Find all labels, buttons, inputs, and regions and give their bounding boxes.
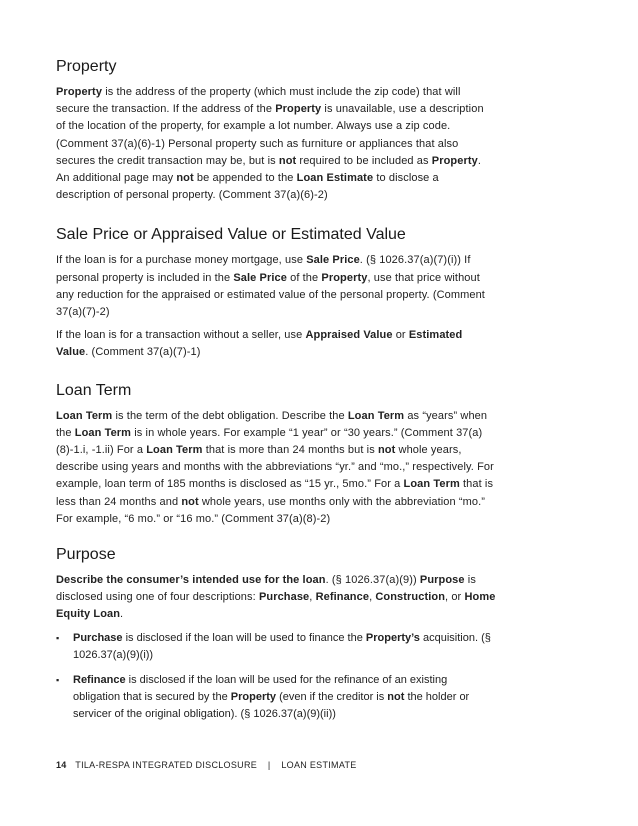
paragraph-loan-term — [56, 408, 496, 528]
heading-sale-price: Sale Price or Appraised Value or Estimated Value — [56, 226, 406, 244]
section-property — [56, 56, 496, 204]
section-purpose — [56, 544, 496, 724]
text: whole years, describe using years and months with the abbreviations “yr.” and “mo.,” respectively. For example, loan term of 185 months is disclosed as “15 yr., 5mo.” For a — [56, 444, 494, 491]
text: , use that price without any reduction for the appraised or estimated value of the personal property. (Comment 37(a)(7)-2) — [56, 271, 485, 319]
term-property: Property — [56, 86, 103, 98]
text: required to be included as — [296, 154, 432, 167]
term-property: Property — [321, 271, 368, 284]
text: that is less than 24 months and — [56, 478, 494, 508]
term-loan-term: Loan Term — [403, 478, 460, 491]
text: the holder or servicer of the original obligation). (§ 1026.37(a)(9)(ii)) — [73, 691, 470, 721]
text: . (Comment 37(a)(7)-1) — [85, 346, 201, 359]
term-loan-term: Loan Term — [146, 444, 203, 457]
term-sale-price: Sale Price — [306, 254, 360, 267]
term-appraised-value: Appraised Value — [305, 329, 393, 342]
document-body — [56, 56, 496, 742]
paragraph-property — [56, 84, 496, 204]
emphasis-not: not — [278, 154, 297, 167]
text: acquisition. (§ 1026.37(a)(9)(i)) — [73, 631, 491, 661]
text: . (§ 1026.37(a)(7)(i)) If personal property is included in the — [56, 254, 471, 284]
emphasis-not: not — [377, 444, 396, 457]
text: If the loan is for a transaction without a seller, use — [56, 329, 306, 342]
section-loan-term — [56, 380, 496, 528]
text: , or — [445, 591, 465, 604]
text: to disclose a description of personal property. (Comment 37(a)(6)-2) — [56, 172, 439, 202]
text: that is more than 24 months but is — [202, 444, 378, 457]
term-sale-price: Sale Price — [233, 271, 287, 284]
term-purpose: Purpose — [419, 574, 465, 587]
text: (even if the creditor is — [276, 691, 388, 704]
term-refinance: Refinance — [73, 674, 126, 687]
text: . An additional page may — [56, 154, 481, 185]
heading-property: Property — [56, 58, 117, 75]
footer-subtitle: LOAN ESTIMATE — [281, 760, 357, 770]
term-home-equity-loan: Home Equity Loan — [56, 591, 496, 621]
text: as “years” when the — [56, 409, 488, 439]
footer-title: TILA-RESPA INTEGRATED DISCLOSURE — [75, 760, 258, 770]
section-sale-price — [56, 224, 496, 361]
term-loan-estimate: Loan Estimate — [296, 172, 374, 185]
list-item — [56, 672, 496, 724]
text: . — [120, 608, 124, 621]
emphasis-not: not — [176, 172, 194, 185]
page-number: 14 — [56, 760, 67, 770]
term-loan-term: Loan Term — [347, 409, 405, 422]
term-property: Property — [431, 154, 478, 167]
emphasis-not: not — [181, 495, 199, 508]
term-loan-term: Loan Term — [56, 409, 113, 422]
paragraph-sale-price-2 — [56, 327, 496, 361]
text: , — [309, 591, 316, 604]
term-purchase: Purchase — [258, 591, 310, 604]
purpose-bullet-list — [56, 630, 496, 724]
text: of the — [286, 271, 322, 284]
text: or — [392, 329, 409, 342]
term-refinance: Refinance — [315, 591, 370, 604]
text: is disclosed using one of four descriptions: — [56, 574, 476, 604]
paragraph-sale-price-1 — [56, 252, 496, 321]
text: is the address of the property (which must include the zip code) that will secure the transaction. If the address of the — [56, 86, 461, 116]
page-footer — [56, 760, 357, 770]
list-item — [56, 630, 496, 664]
term-loan-term: Loan Term — [74, 426, 132, 439]
term-property: Property — [230, 691, 277, 704]
text: is disclosed if the loan will be used for the refinance of an existing obligation that is secured by the — [73, 674, 448, 704]
text: is disclosed if the loan will be used to finance the — [122, 631, 366, 644]
footer-separator: | — [267, 760, 271, 770]
text: is in whole years. For example “1 year” or “30 years.” (Comment 37(a)(8)-1.i, -1.ii) For a — [56, 426, 483, 457]
text: If the loan is for a purchase money mortgage, use — [56, 254, 307, 267]
emphasis-not: not — [387, 691, 405, 704]
term-estimated-value: Estimated Value — [56, 329, 463, 359]
square-bullet-icon: ▪ — [56, 632, 60, 643]
term-purchase: Purchase — [73, 631, 123, 644]
text: , — [369, 591, 376, 604]
heading-loan-term: Loan Term — [56, 381, 132, 399]
text: be appended to the — [193, 172, 297, 185]
square-bullet-icon: ▪ — [56, 675, 60, 686]
text: is the term of the debt obligation. Describe the — [112, 409, 348, 422]
text: is unavailable, use a description of the location of the property, for example a lot number. Always use a zip code. (Comment 37(a)(6)-1) Personal property such as furniture or appliances that also secures the credit transaction may be, but is — [56, 103, 484, 167]
heading-purpose: Purpose — [56, 546, 116, 564]
paragraph-purpose — [56, 572, 496, 624]
text: . (§ 1026.37(a)(9)) — [325, 574, 420, 587]
term-construction: Construction — [375, 591, 446, 604]
text: whole years, use months only with the abbreviation “mo.” For example, “6 mo.” or “16 mo.” (Comment 37(a)(8)-2) — [56, 495, 486, 525]
term-property: Property’s — [365, 631, 420, 644]
lead-sentence: Describe the consumer’s intended use for the loan — [56, 574, 326, 587]
term-property: Property — [275, 103, 322, 116]
